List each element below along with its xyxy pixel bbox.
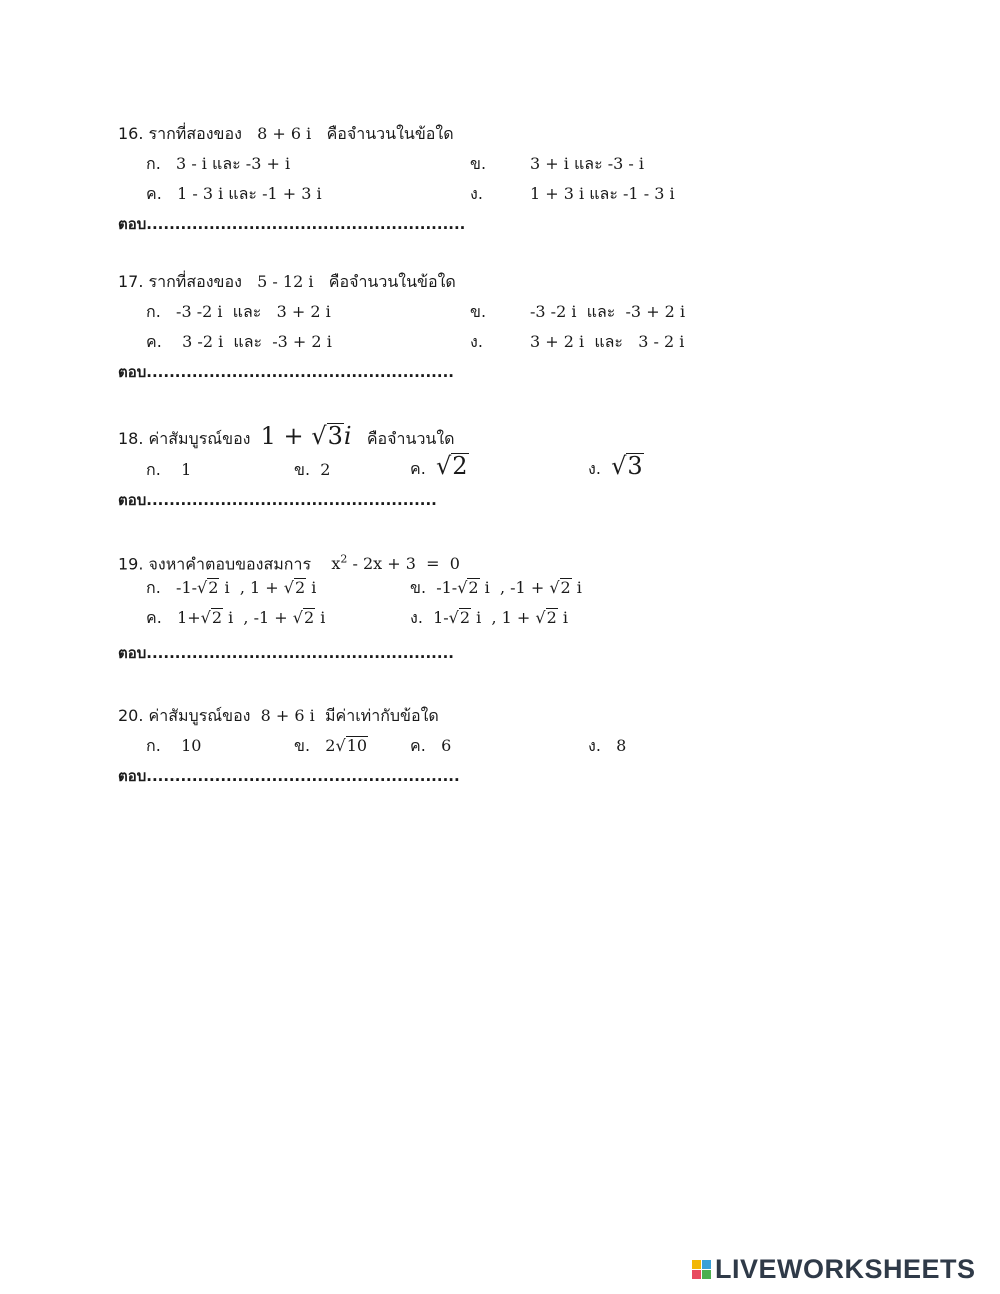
q16-answer-line[interactable]: ตอบ........................................................ [118, 215, 466, 233]
q16-option-d[interactable]: ง. 1 + 3 i และ -1 - 3 i [470, 184, 675, 203]
liveworksheets-logo[interactable] [692, 1254, 976, 1284]
question-18-stem: 18. ค่าสัมบูรณ์ของ 1 + √3i คือจำนวนใด [118, 422, 455, 450]
q16-option-a[interactable]: ก. 3 - i และ -3 + i [146, 154, 291, 173]
q19-option-d[interactable]: ง. 1-√2 i , 1 + √2 i [410, 608, 568, 627]
q17-option-c[interactable]: ค. 3 -2 i และ -3 + 2 i [146, 332, 332, 351]
q18-option-c[interactable]: ค. √2 [410, 452, 468, 480]
q16-expression: 8 + 6 i [257, 124, 312, 143]
q19-option-c[interactable]: ค. 1+√2 i , -1 + √2 i [146, 608, 326, 627]
q20-option-a[interactable]: ก. 10 [146, 736, 202, 755]
question-16-stem: 16. รากที่สองของ 8 + 6 i คือจำนวนในข้อใด [118, 124, 454, 143]
q16-option-b[interactable]: ข. 3 + i และ -3 - i [470, 154, 645, 173]
q17-option-a[interactable]: ก. -3 -2 i และ 3 + 2 i [146, 302, 331, 321]
question-17-stem: 17. รากที่สองของ 5 - 12 i คือจำนวนในข้อใด [118, 272, 456, 291]
q19-answer-line[interactable]: ตอบ...................................................... [118, 644, 454, 662]
q18-expression: 1 + √3i [260, 422, 352, 450]
question-19-stem: 19. จงหาคำตอบของสมการ $x^2 - 2x + 3 = 0$ [118, 553, 460, 574]
q18-answer-line[interactable]: ตอบ................................................... [118, 491, 437, 509]
q18-option-d[interactable]: ง. √3 [588, 452, 643, 480]
q17-option-b[interactable]: ข. -3 -2 i และ -3 + 2 i [470, 302, 686, 321]
q20-answer-line[interactable]: ตอบ....................................................... [118, 767, 460, 785]
question-20-stem: 20. ค่าสัมบูรณ์ของ 8 + 6 i มีค่าเท่ากับข้อใด [118, 706, 439, 725]
q18-option-b[interactable]: ข. 2 [294, 460, 331, 479]
q20-option-d[interactable]: ง. 8 [588, 736, 627, 755]
q19-equation: $x^2 - 2x + 3 = 0$ [331, 553, 460, 574]
logo-text: LIVEWORKSHEETS [715, 1253, 976, 1284]
q20-expression: 8 + 6 i [260, 706, 315, 725]
q18-option-a[interactable]: ก. 1 [146, 460, 192, 479]
q17-answer-line[interactable]: ตอบ...................................................... [118, 363, 454, 381]
q16-option-c[interactable]: ค. 1 - 3 i และ -1 + 3 i [146, 184, 322, 203]
logo-blocks-icon [692, 1260, 711, 1279]
q19-option-b[interactable]: ข. -1-√2 i , -1 + √2 i [410, 578, 582, 597]
q19-option-a[interactable]: ก. -1-√2 i , 1 + √2 i [146, 578, 317, 597]
q20-option-c[interactable]: ค. 6 [410, 736, 452, 755]
q20-option-b[interactable]: ข. 2√10 [294, 736, 368, 755]
q17-expression: 5 - 12 i [257, 272, 314, 291]
q17-option-d[interactable]: ง. 3 + 2 i และ 3 - 2 i [470, 332, 685, 351]
